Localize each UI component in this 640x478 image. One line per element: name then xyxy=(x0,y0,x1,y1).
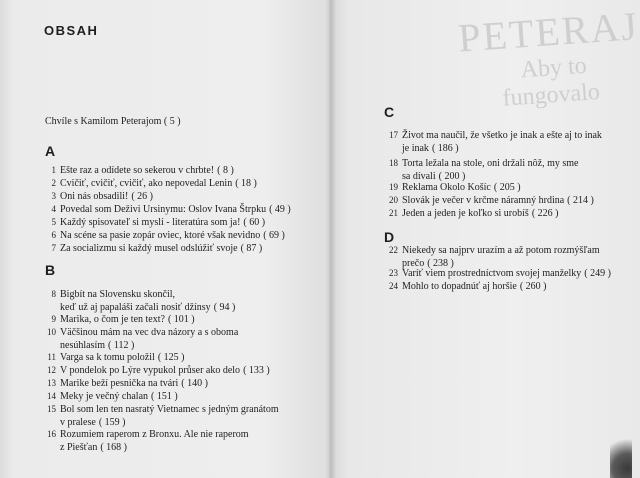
entry-title: Každý spisovateľ si myslí - literatúra som ja! xyxy=(60,217,241,228)
entry-number: 12 xyxy=(47,365,56,375)
entry-page: ( 226 ) xyxy=(531,208,559,219)
section-letter-b: B xyxy=(45,262,56,278)
toc-entry xyxy=(389,280,547,293)
toc-entry xyxy=(51,313,195,326)
toc-entry xyxy=(47,428,249,454)
intro-entry xyxy=(45,116,181,127)
intro-page: ( 5 ) xyxy=(163,116,181,127)
entry-title: Varga sa k tomu položil xyxy=(60,352,155,363)
entry-page: ( 125 ) xyxy=(157,352,185,363)
entry-page: ( 151 ) xyxy=(151,391,178,402)
toc-entry xyxy=(47,377,208,390)
entry-title-line: je inak xyxy=(402,143,429,154)
toc-entry xyxy=(389,267,611,280)
entry-number: 19 xyxy=(389,182,398,192)
toc-entry xyxy=(389,181,521,194)
entry-page: ( 159 ) xyxy=(98,417,126,428)
page-title: OBSAH xyxy=(44,23,99,38)
toc-entry xyxy=(389,194,594,207)
toc-entry xyxy=(51,177,257,190)
entry-title-line: keď už aj papaláši začali nosiť džínsy xyxy=(60,302,211,313)
entry-page: ( 168 ) xyxy=(100,442,127,453)
entry-page: ( 249 ) xyxy=(584,268,611,279)
entry-number: 2 xyxy=(51,178,56,188)
entry-title-line: v pralese xyxy=(60,417,96,428)
entry-number: 9 xyxy=(51,314,56,324)
entry-page: ( 26 ) xyxy=(131,191,153,202)
entry-title: Niekedy sa najprv urazím a až potom rozmýšľam xyxy=(402,245,600,256)
entry-title: Oni nás obsadili! xyxy=(60,191,129,202)
entry-page: ( 205 ) xyxy=(493,182,521,193)
entry-title: Torta ležala na stole, oni držali nôž, my sme xyxy=(402,158,579,169)
entry-title: Bigbít na Slovensku skončil, xyxy=(60,289,175,300)
toc-entry xyxy=(389,157,579,183)
entry-title: Bol som len ten nasratý Vietnamec s jedným granátom xyxy=(60,404,279,415)
entry-number: 3 xyxy=(51,191,56,201)
entry-title-line: prečo xyxy=(402,258,425,269)
entry-title: Za socializmu si každý musel odslúžiť svoje xyxy=(60,243,238,254)
toc-entry xyxy=(47,364,270,377)
toc-entry xyxy=(51,242,263,255)
toc-entry xyxy=(51,288,236,314)
entry-title: Reklama Okolo Košíc xyxy=(402,182,491,193)
entry-page: ( 200 ) xyxy=(438,171,466,182)
entry-page: ( 214 ) xyxy=(567,195,594,206)
book-gutter xyxy=(326,0,336,478)
entry-page: ( 140 ) xyxy=(181,378,208,389)
entry-title-line: sa dívali xyxy=(402,171,436,182)
show-through-text: PETERAJ Aby to fungovalo xyxy=(456,3,640,112)
entry-number: 24 xyxy=(389,281,398,291)
entry-page: ( 238 ) xyxy=(427,258,454,269)
toc-entry xyxy=(389,207,559,220)
entry-title: Slovák je večer v krčme náramný hrdina xyxy=(402,195,565,206)
entry-number: 4 xyxy=(51,204,56,214)
intro-text: Chvíle s Kamilom Peterajom xyxy=(45,116,162,127)
entry-title: Meky je večný chalan xyxy=(60,391,149,402)
entry-page: ( 186 ) xyxy=(431,143,459,154)
entry-title: Jeden a jeden je koľko si urobíš xyxy=(402,208,529,219)
toc-entry xyxy=(51,190,153,203)
section-letter-c: C xyxy=(384,104,395,120)
toc-entry xyxy=(51,229,285,242)
toc-entry xyxy=(389,129,602,155)
entry-title-line: nesúhlasím xyxy=(60,340,105,351)
section-letter-d: D xyxy=(384,229,395,245)
entry-title: Väčšinou mám na vec dva názory a s oboma xyxy=(60,327,239,338)
entry-number: 21 xyxy=(389,208,398,218)
section-letter-a: A xyxy=(45,143,56,159)
entry-number: 22 xyxy=(389,245,398,255)
entry-page: ( 87 ) xyxy=(240,243,263,254)
toc-entry xyxy=(47,351,185,364)
entry-title: Povedal som Deživi Ursinymu: Oslov Ivana Štrpku xyxy=(60,204,267,215)
entry-title-continued xyxy=(60,441,249,454)
entry-page: ( 94 ) xyxy=(213,302,236,313)
entry-number: 20 xyxy=(389,195,398,205)
toc-entry xyxy=(47,403,279,429)
entry-number: 13 xyxy=(47,378,56,388)
entry-title: V pondelok po Lýre vypukol průser ako delo xyxy=(60,365,241,376)
entry-title: Mohlo to dopadnúť aj horšie xyxy=(402,281,517,292)
entry-title: Varíť viem prostredníctvom svojej manželky xyxy=(402,268,582,279)
entry-number: 10 xyxy=(47,327,56,337)
entry-number: 1 xyxy=(51,165,56,175)
entry-number: 18 xyxy=(389,158,398,168)
entry-number: 15 xyxy=(47,404,56,414)
entry-title: Marike beží pesnička na tvári xyxy=(60,378,179,389)
toc-entry xyxy=(47,326,239,352)
entry-page: ( 60 ) xyxy=(243,217,266,228)
entry-page: ( 112 ) xyxy=(108,340,135,351)
entry-page: ( 133 ) xyxy=(243,365,270,376)
entry-title: Ešte raz a odídete so sekerou v chrbte! xyxy=(60,165,215,176)
toc-entry xyxy=(51,203,291,216)
entry-number: 7 xyxy=(51,243,56,253)
entry-number: 8 xyxy=(51,289,56,299)
toc-entry xyxy=(51,216,266,229)
entry-number: 23 xyxy=(389,268,398,278)
entry-title: Na scéne sa pasie zopár oviec, ktoré však nevidno xyxy=(60,230,261,241)
entry-title: Marika, o čom je ten text? xyxy=(60,314,165,325)
entry-title: Život ma naučil, že všetko je inak a ešte aj to inak xyxy=(402,130,602,141)
entry-number: 6 xyxy=(51,230,56,240)
entry-page: ( 8 ) xyxy=(217,165,234,176)
entry-number: 16 xyxy=(47,429,56,439)
entry-title-line: z Piešťan xyxy=(60,442,98,453)
entry-title: Cvičiť, cvičiť, cvičiť, ako nepovedal Lenin xyxy=(60,178,233,189)
entry-page: ( 49 ) xyxy=(269,204,291,215)
entry-number: 11 xyxy=(47,352,56,362)
entry-title-continued xyxy=(402,142,602,155)
toc-entry xyxy=(51,164,234,177)
entry-page: ( 101 ) xyxy=(167,314,195,325)
thumb-shadow xyxy=(610,430,632,478)
entry-page: ( 69 ) xyxy=(263,230,285,241)
entry-number: 14 xyxy=(47,391,56,401)
entry-title: Rozumiem raperom z Bronxu. Ale nie raperom xyxy=(60,429,249,440)
entry-page: ( 260 ) xyxy=(519,281,547,292)
entry-page: ( 18 ) xyxy=(235,178,257,189)
entry-number: 17 xyxy=(389,130,398,140)
entry-number: 5 xyxy=(51,217,56,227)
toc-entry xyxy=(47,390,178,403)
